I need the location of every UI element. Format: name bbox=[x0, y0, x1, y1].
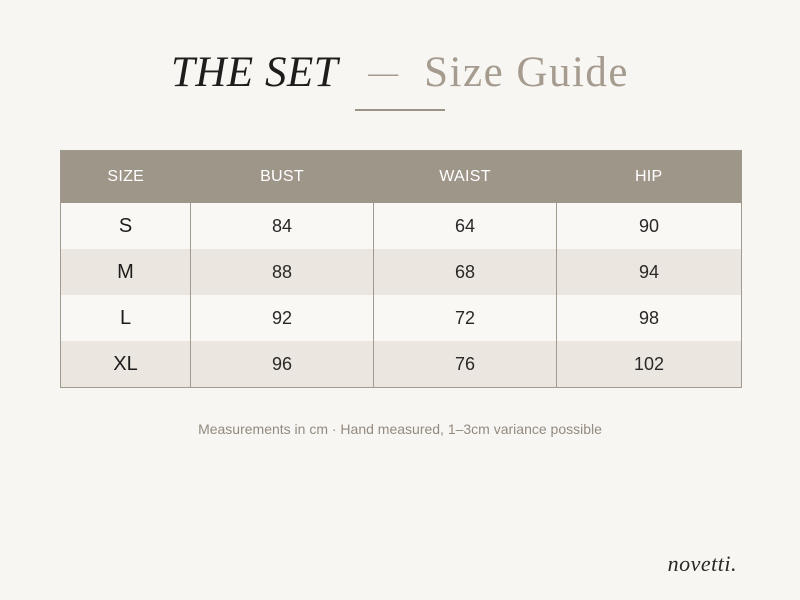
title-subtitle: Size Guide bbox=[424, 49, 630, 96]
measurement-note: Measurements in cm · Hand measured, 1–3cm variance possible bbox=[198, 421, 602, 437]
table-row bbox=[61, 295, 742, 341]
column-header-hip: HIP bbox=[557, 151, 742, 204]
hip-cell: 98 bbox=[557, 295, 742, 341]
waist-cell: 72 bbox=[374, 295, 557, 341]
column-header-bust: BUST bbox=[191, 151, 374, 204]
bust-cell: 96 bbox=[191, 341, 374, 388]
page-title bbox=[0, 48, 800, 98]
title-divider bbox=[355, 109, 445, 111]
table-row bbox=[61, 249, 742, 295]
size-cell: L bbox=[61, 295, 191, 341]
title-dash: — bbox=[368, 56, 399, 89]
table-row bbox=[61, 203, 742, 249]
bust-cell: 88 bbox=[191, 249, 374, 295]
hip-cell: 102 bbox=[557, 341, 742, 388]
brand-logo: novetti. bbox=[667, 551, 737, 576]
waist-cell: 64 bbox=[374, 203, 557, 249]
bust-cell: 92 bbox=[191, 295, 374, 341]
hip-cell: 90 bbox=[557, 203, 742, 249]
size-table bbox=[60, 150, 742, 388]
title-main: THE SET bbox=[170, 49, 339, 96]
size-cell: M bbox=[61, 249, 191, 295]
size-cell: XL bbox=[61, 341, 191, 388]
waist-cell: 76 bbox=[374, 341, 557, 388]
bust-cell: 84 bbox=[191, 203, 374, 249]
size-cell: S bbox=[61, 203, 191, 249]
hip-cell: 94 bbox=[557, 249, 742, 295]
table-row bbox=[61, 341, 742, 388]
column-header-waist: WAIST bbox=[374, 151, 557, 204]
table-header-row bbox=[61, 151, 742, 204]
column-header-size: SIZE bbox=[61, 151, 191, 204]
waist-cell: 68 bbox=[374, 249, 557, 295]
